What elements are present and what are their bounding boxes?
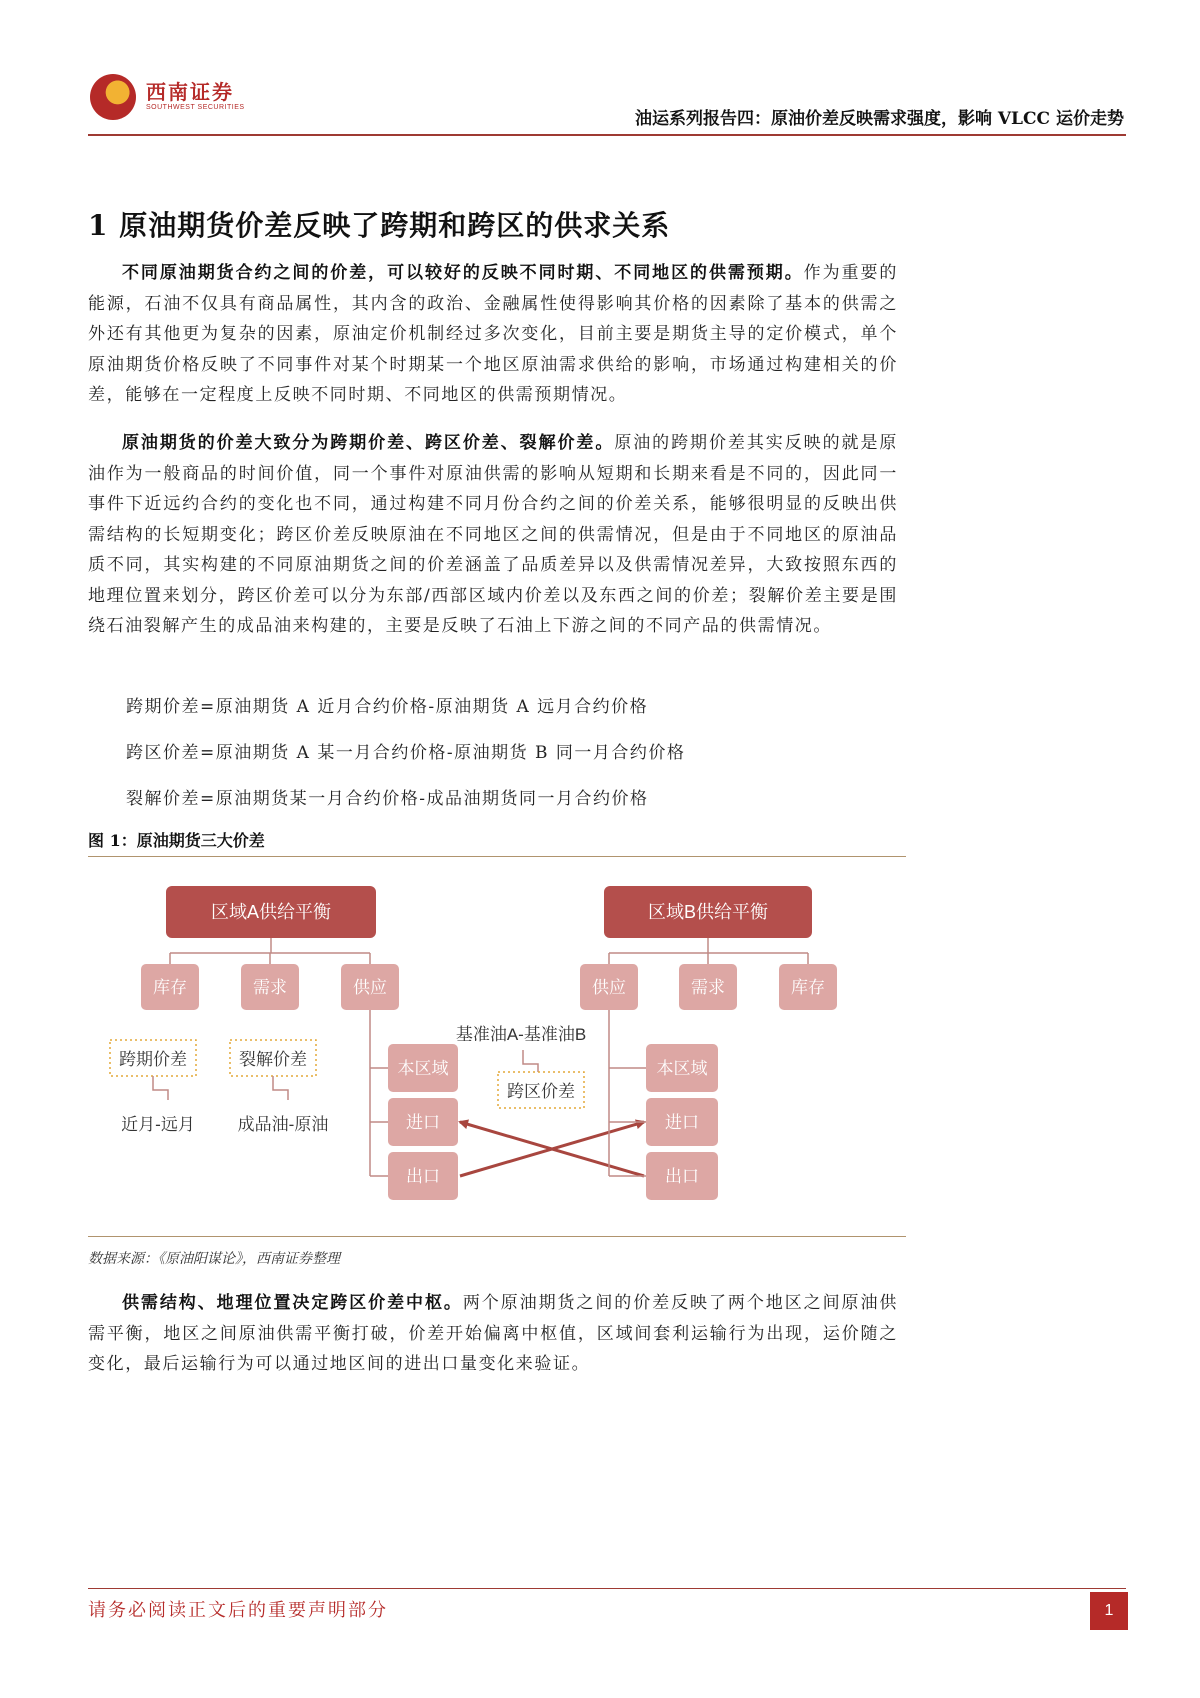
- near-far-label: 近月-远月: [121, 1115, 195, 1134]
- logo-text: 西南证券: [146, 80, 234, 104]
- footer-divider: [88, 1588, 1126, 1589]
- header-divider: [88, 134, 1126, 136]
- a-local-label: 本区域: [397, 1059, 449, 1078]
- calendar-spread-label: 跨期价差: [119, 1050, 187, 1069]
- formula-inter-region-spread: 跨区价差=原油期货 A 某一月合约价格-原油期货 B 同一月合约价格: [126, 743, 686, 763]
- b-local-label: 本区域: [656, 1059, 708, 1078]
- benchmark-label: 基准油A-基准油B: [455, 1025, 587, 1044]
- b-inventory-label: 库存: [791, 978, 825, 997]
- logo-subtext: SOUTHWEST SECURITIES: [146, 104, 245, 111]
- crack-spread-label: 裂解价差: [239, 1050, 307, 1069]
- company-logo: [90, 72, 270, 124]
- spread-connectors: [153, 1050, 538, 1100]
- footer-notice: 请务必阅读正文后的重要声明部分: [88, 1600, 388, 1621]
- a-demand-label: 需求: [253, 978, 287, 997]
- spread-diagram: [88, 870, 906, 1230]
- inter-region-spread-label: 跨区价差: [507, 1082, 575, 1101]
- a-supply-label: 供应: [353, 978, 387, 997]
- page-number: 1: [1090, 1592, 1128, 1630]
- a-inventory-label: 库存: [153, 978, 187, 997]
- b-demand-label: 需求: [691, 978, 725, 997]
- formula-calendar-spread: 跨期价差=原油期货 A 近月合约价格-原油期货 A 远月合约价格: [126, 697, 649, 717]
- product-crude-label: 成品油-原油: [237, 1115, 329, 1134]
- region-b-label: 区域B供给平衡: [647, 902, 769, 922]
- section-heading: 1 原油期货价差反映了跨期和跨区的供求关系: [88, 209, 671, 242]
- b-supply-label: 供应: [592, 978, 626, 997]
- paragraph-1-lead: 不同原油期货合约之间的价差，可以较好的反映不同时期、不同地区的供需预期。: [122, 263, 804, 283]
- paragraph-3: [88, 1288, 898, 1380]
- paragraph-3-lead: 供需结构、地理位置决定跨区价差中枢。: [122, 1293, 463, 1313]
- paragraph-2-body: 原油的跨期价差其实反映的就是原油作为一般商品的时间价值，同一个事件对原油供需的影响从短期和长期来看是不同的，因此同一事件下近远约合约的变化也不同，通过构建不同月份合约之间的价差关系，能够很明显的反映出供需结构的长短期变化；跨区价差反映原油在不同地区之间的供需情况，但是由于不同地区的原油品质不同，其实构建的不同原油期货之间的价差涵盖了品质差异以及供需情况差异，大致按照东西的地理位置来划分，跨区价差可以分为东部/西部区域内价差以及东西之间的价差；裂解价差主要是围绕石油裂解产生的成品油来构建的，主要是反映了石油上下游之间的不同产品的供需情况。: [88, 433, 898, 636]
- region-a-label: 区域A供给平衡: [210, 902, 332, 922]
- b-import-label: 进口: [665, 1113, 699, 1132]
- b-export-label: 出口: [665, 1167, 699, 1186]
- formula-crack-spread: 裂解价差=原油期货某一月合约价格-成品油期货同一月合约价格: [126, 789, 649, 809]
- a-import-label: 进口: [406, 1113, 440, 1132]
- paragraph-1: [88, 258, 898, 411]
- paragraph-1-body: 作为重要的能源，石油不仅具有商品属性，其内含的政治、金融属性使得影响其价格的因素除了基本的供需之外还有其他更为复杂的因素，原油定价机制经过多次变化，目前主要是期货主导的定价模式，单个原油期货价格反映了不同事件对某个时期某一个地区原油需求供给的影响，市场通过构建相关的价差，能够在一定程度上反映不同时期、不同地区的供需预期情况。: [88, 263, 898, 405]
- figure-top-rule: [88, 856, 906, 857]
- logo-emblem-icon: [90, 74, 136, 120]
- paragraph-3-body: 两个原油期货之间的价差反映了两个地区之间原油供需平衡，地区之间原油供需平衡打破，价差开始偏离中枢值，区域间套利运输行为出现，运价随之变化，最后运输行为可以通过地区间的进出口量变化来验证。: [88, 1293, 898, 1374]
- figure-bottom-rule: [88, 1236, 906, 1237]
- a-export-label: 出口: [406, 1167, 440, 1186]
- figure-source: 数据来源：《原油阳谋论》，西南证券整理: [88, 1251, 340, 1267]
- paragraph-2-lead: 原油期货的价差大致分为跨期价差、跨区价差、裂解价差。: [122, 433, 615, 453]
- paragraph-2: [88, 428, 898, 642]
- report-title: 油运系列报告四：原油价差反映需求强度，影响 VLCC 运价走势: [634, 109, 1124, 129]
- figure-title: 图 1：原油期货三大价差: [88, 831, 265, 850]
